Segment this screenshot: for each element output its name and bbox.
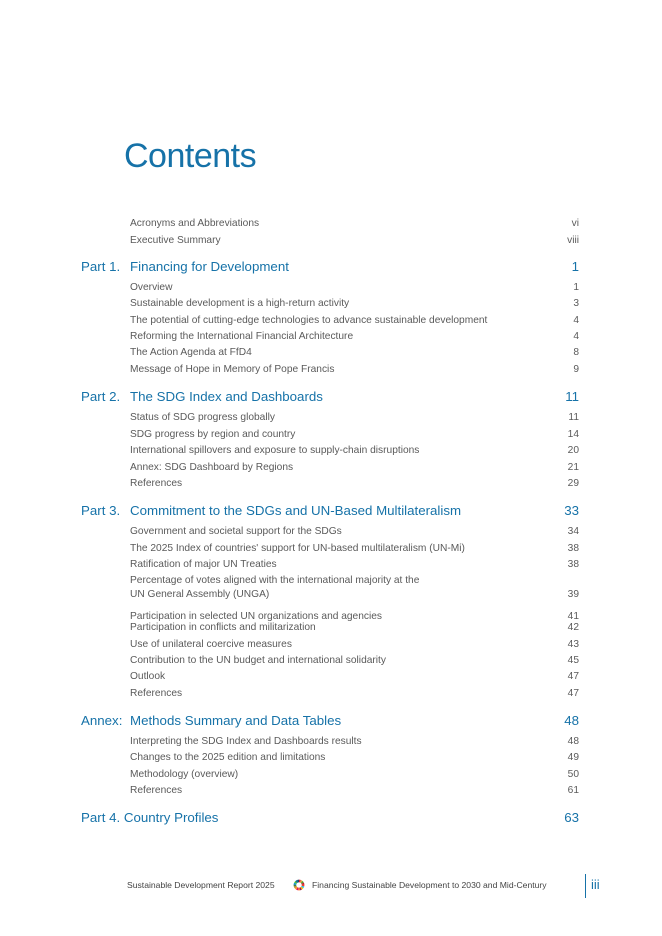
toc-entry-page: 3 (573, 298, 579, 309)
toc-entry-page: 34 (567, 526, 579, 537)
toc-entry-page: 39 (567, 589, 579, 600)
toc-entry-title: Use of unilateral coercive measures (130, 639, 292, 650)
toc-entry-title: Percentage of votes aligned with the international majority at the (130, 575, 420, 586)
toc-part-label: Part 4. Country Profiles (81, 810, 219, 825)
toc-entry-title: Methodology (overview) (130, 769, 239, 780)
toc-entry-title: Government and societal support for the SDGs (130, 526, 342, 537)
toc-part-page: 11 (565, 389, 579, 404)
toc-entry-title: The 2025 Index of countries' support for UN-based multilateralism (UN-Mi) (130, 543, 465, 554)
toc-part-page: 1 (571, 259, 579, 274)
toc-entry-page: 45 (567, 655, 579, 666)
toc-entry-title: Executive Summary (130, 235, 221, 246)
toc-entry-title: Outlook (130, 671, 166, 682)
toc-entry-title: Overview (130, 282, 173, 293)
toc-entry-title: Status of SDG progress globally (130, 412, 275, 423)
toc-entry-title: Sustainable development is a high-return activity (130, 298, 350, 309)
toc-entry-title: Interpreting the SDG Index and Dashboards results (130, 736, 362, 747)
toc-part-title: Methods Summary and Data Tables (130, 713, 342, 728)
toc-entry-title: References (130, 785, 183, 796)
page-footer (0, 872, 662, 900)
toc-entry-page: 50 (567, 769, 579, 780)
toc-part-page: 48 (564, 713, 579, 728)
toc-entry-page: 14 (567, 429, 579, 440)
toc-entry-page: 49 (567, 752, 579, 763)
footer-page-number: iii (591, 877, 600, 892)
toc-entry-title: Acronyms and Abbreviations (130, 218, 260, 229)
toc-part-label: Part 2. (81, 389, 121, 404)
toc-entry-page: 43 (567, 639, 579, 650)
toc-entry-title: SDG progress by region and country (130, 429, 296, 440)
toc-entry-title: Ratification of major UN Treaties (130, 559, 277, 570)
toc-entry-page: 8 (573, 347, 579, 358)
toc-entry-title: Participation in conflicts and militarization (130, 622, 316, 633)
toc-part-title: The SDG Index and Dashboards (130, 389, 323, 404)
toc-entry-title: References (130, 478, 183, 489)
toc-entry-page: vi (571, 218, 579, 229)
toc-entry-title: References (130, 688, 183, 699)
toc-entry-page: 47 (567, 688, 579, 699)
toc-entry-page: 47 (567, 671, 579, 682)
toc-entry-page: 21 (567, 462, 579, 473)
toc-entry-page: 38 (567, 559, 579, 570)
toc-entry-title: International spillovers and exposure to supply-chain disruptions (130, 445, 420, 456)
toc-entry-page: viii (567, 235, 579, 246)
toc-entry-title: Message of Hope in Memory of Pope Francis (130, 364, 335, 375)
toc-entry-page: 41 (567, 611, 579, 622)
toc-entry-page: 4 (573, 331, 579, 342)
toc-entry-title: Changes to the 2025 edition and limitations (130, 752, 326, 763)
toc-entry-page: 61 (567, 785, 579, 796)
footer-divider (585, 874, 586, 898)
sdg-wheel-icon (293, 879, 305, 891)
footer-report-title: Sustainable Development Report 2025 (127, 880, 275, 890)
toc-entry-title: The potential of cutting-edge technologies to advance sustainable development (130, 315, 488, 326)
toc-entry-page: 42 (567, 622, 579, 633)
toc-part-label: Part 3. (81, 503, 121, 518)
toc-part-label: Annex: (81, 713, 123, 728)
toc-entry-page: 4 (573, 315, 579, 326)
toc-entry-page: 11 (568, 412, 579, 423)
page-title: Contents (124, 137, 257, 175)
toc-entry-title: Annex: SDG Dashboard by Regions (130, 462, 294, 473)
footer-report-subtitle: Financing Sustainable Development to 2030 and Mid-Century (312, 880, 547, 890)
toc-entry-page: 20 (567, 445, 579, 456)
toc-entry-title: The Action Agenda at FfD4 (130, 347, 252, 358)
toc-entry-page: 38 (567, 543, 579, 554)
toc-entry-title-continued: UN General Assembly (UNGA) (130, 589, 270, 600)
toc-entry-page: 1 (573, 282, 579, 293)
toc-part-label: Part 1. (81, 259, 121, 274)
toc-entry-page: 9 (573, 364, 579, 375)
toc-part-page: 63 (564, 810, 579, 825)
toc-part-title: Commitment to the SDGs and UN-Based Multilateralism (130, 503, 462, 518)
toc-entry-title: Contribution to the UN budget and international solidarity (130, 655, 386, 666)
toc-entry-title: Reforming the International Financial Architecture (130, 331, 354, 342)
toc-entry-page: 29 (567, 478, 579, 489)
toc-entry-title: Participation in selected UN organizations and agencies (130, 611, 383, 622)
toc-part-title: Financing for Development (130, 259, 289, 274)
toc-part-page: 33 (564, 503, 579, 518)
toc-entry-page: 48 (567, 736, 579, 747)
